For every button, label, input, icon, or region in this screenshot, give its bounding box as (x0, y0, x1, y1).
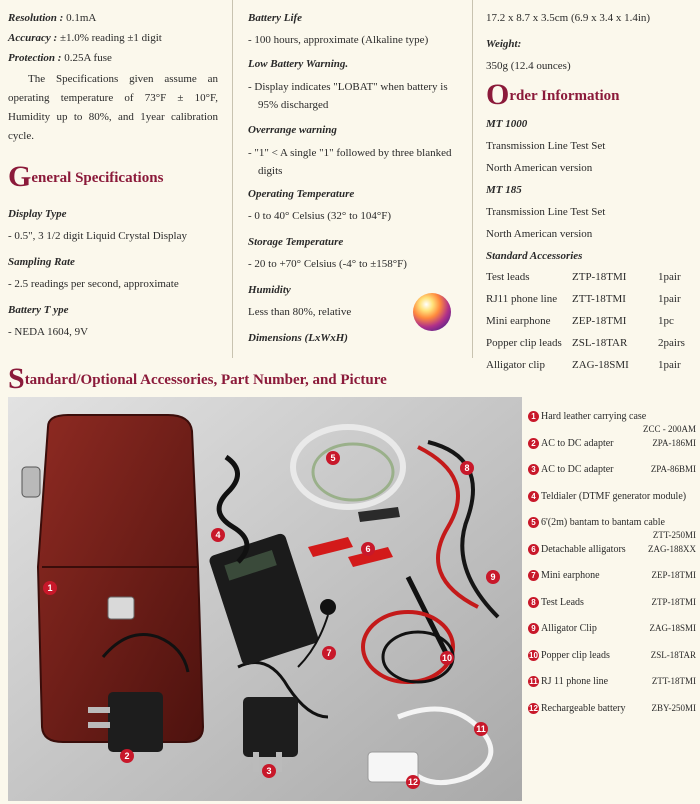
photo-badge-2: 2 (120, 749, 134, 763)
accessory-part: ZTT-18TMI (572, 293, 626, 305)
accessory-part: ZSL-18TAR (572, 337, 628, 349)
legend-number-badge: 5 (528, 517, 539, 528)
heading-initial: O (486, 78, 510, 111)
legend-part-number: ZTT-18TMI (651, 676, 696, 686)
accessory-qty: 1pair (658, 293, 681, 305)
photo-badge-7: 7 (322, 646, 336, 660)
legend-number-badge: 4 (528, 491, 539, 502)
accessory-qty: 1pair (658, 359, 681, 371)
battery-life-label: Battery Life (248, 12, 303, 24)
legend-part-number: ZBY-250MI (651, 702, 696, 713)
accessory-row (486, 266, 685, 288)
legend-number-badge: 2 (528, 438, 539, 449)
humidity-value: Less than 80%, relative (248, 306, 352, 318)
sampling-rate-label: Sampling Rate (8, 256, 75, 268)
legend-item-text: AC to DC adapter (541, 464, 614, 475)
accessories-illustration (8, 397, 522, 801)
heading-text: rder Information (509, 88, 620, 104)
dimensions-label: Dimensions (LxWxH) (248, 332, 348, 344)
accessory-name: Mini earphone (486, 315, 551, 327)
spec-note: The Specifications given assume an operating temperature of 73°F ± 10°F, Humidity up to 80%, and 1year calibration cycle. (8, 73, 218, 142)
decorative-orb-icon (413, 293, 451, 331)
accuracy-value: ±1.0% reading ±1 digit (59, 32, 162, 44)
photo-badge-11: 11 (474, 722, 488, 736)
overrange-label: Overrange warning (248, 124, 337, 136)
legend-number-badge: 8 (528, 597, 539, 608)
accessories-banner-heading (8, 364, 698, 395)
mt185-label: MT 185 (486, 184, 522, 196)
legend-number-badge: 11 (529, 677, 538, 687)
weight-label: Weight: (486, 38, 522, 50)
battery-type-label: Battery T ype (8, 304, 69, 316)
photo-badge-3: 3 (262, 764, 276, 778)
legend-item (528, 649, 696, 676)
battery-type-value: - NEDA 1604, 9V (8, 326, 89, 338)
column-order-info (486, 0, 696, 376)
standard-accessories-label: Standard Accessories (486, 250, 583, 262)
accuracy-row (8, 30, 218, 46)
legend-item-text: Detachable alligators (541, 543, 626, 555)
humidity-label: Humidity (248, 284, 291, 296)
legend-item (528, 490, 696, 517)
general-specifications-heading (8, 162, 218, 192)
legend-part-number: ZSL-18TAR (650, 649, 696, 660)
legend-item (528, 516, 696, 543)
display-type-label: Display Type (8, 208, 67, 220)
mt1000-version: North American version (486, 162, 593, 174)
mt185-description: Transmission Line Test Set (486, 206, 606, 218)
legend-item-text: RJ 11 phone line (541, 676, 609, 687)
column-specs-1 (8, 0, 218, 340)
legend-number-badge: 7 (528, 570, 539, 581)
accessory-part: ZEP-18TMI (572, 315, 627, 327)
heading-initial: S (8, 362, 25, 395)
display-type-value: - 0.5", 3 1/2 digit Liquid Crystal Display (8, 230, 187, 242)
protection-row (8, 50, 218, 66)
legend-item (528, 675, 696, 702)
photo-badge-10: 10 (441, 653, 452, 663)
legend-item-text: Teldialer (DTMF generator module) (541, 490, 687, 502)
legend-part-number: ZTT-250MI (652, 530, 696, 540)
legend-item-text: AC to DC adapter (541, 437, 614, 449)
photo-badge-6: 6 (361, 542, 375, 556)
legend-item-text: Rechargeable battery (541, 702, 626, 714)
accessory-qty: 1pc (658, 315, 674, 327)
photo-badge-4: 4 (211, 528, 225, 542)
accessory-row (486, 288, 685, 310)
column-divider (472, 0, 473, 358)
legend-item-text: 6'(2m) bantam to bantam cable (541, 517, 665, 528)
legend-item (528, 437, 696, 464)
legend-item-text: Hard leather carrying case (541, 411, 647, 422)
resolution-value: 0.1mA (66, 12, 97, 24)
legend-part-number: ZTP-18TMI (651, 596, 696, 607)
protection-value: 0.25A fuse (64, 52, 112, 64)
legend-item (528, 596, 696, 623)
legend-item-text: Alligator Clip (541, 623, 597, 634)
legend-number-badge: 3 (528, 464, 539, 475)
heading-text: tandard/Optional Accessories, Part Number, and Picture (24, 372, 387, 388)
low-battery-value: - Display indicates "LOBAT" when battery is 95% discharged (248, 81, 448, 111)
legend-part-number: ZEP-18TMI (651, 570, 696, 580)
legend-item (528, 463, 696, 490)
legend-item (528, 543, 696, 570)
overrange-value: - "1" < A single "1" followed by three blanked digits (248, 147, 452, 177)
photo-badge-9: 9 (486, 570, 500, 584)
resolution-row (8, 10, 218, 26)
resolution-label: Resolution : (8, 12, 64, 24)
heading-initial: G (8, 160, 32, 193)
legend-item-text: Mini earphone (541, 570, 600, 581)
mt1000-description: Transmission Line Test Set (486, 140, 606, 152)
legend-number-badge: 12 (529, 703, 538, 713)
protection-label: Protection : (8, 52, 62, 64)
legend-number-badge: 9 (528, 623, 539, 634)
legend-number-badge: 1 (528, 411, 539, 422)
accessories-legend (528, 410, 696, 728)
operating-temperature-label: Operating Temperature (248, 188, 355, 200)
column-divider (232, 0, 233, 358)
legend-item (528, 569, 696, 596)
photo-badge-8: 8 (460, 461, 474, 475)
standard-accessories-table (486, 266, 685, 376)
legend-item-text: Popper clip leads (541, 649, 610, 661)
accessory-name: Test leads (486, 271, 530, 283)
order-information-heading (486, 80, 696, 110)
photo-badge-5: 5 (326, 451, 340, 465)
accessory-name: Alligator clip (486, 359, 545, 371)
battery-life-value: - 100 hours, approximate (Alkaline type) (248, 34, 429, 46)
storage-temperature-value: - 20 to +70° Celsius (-4° to ±158°F) (248, 258, 407, 270)
legend-part-number: ZPA-86BMI (650, 464, 696, 474)
legend-number-badge: 6 (528, 544, 539, 555)
legend-item (528, 410, 696, 437)
legend-part-number: ZAG-18SMI (649, 623, 696, 633)
accessory-row (486, 310, 685, 332)
weight-value: 350g (12.4 ounces) (486, 60, 571, 72)
accessory-name: Popper clip leads (486, 337, 562, 349)
legend-item-text: Test Leads (541, 596, 584, 608)
accessory-part: ZTP-18TMI (572, 271, 627, 283)
accessories-photo (8, 397, 522, 801)
legend-part-number: ZCC - 200AM (642, 424, 696, 434)
sampling-rate-value: - 2.5 readings per second, approximate (8, 278, 179, 290)
accessory-row (486, 332, 685, 354)
mt185-version: North American version (486, 228, 593, 240)
mt1000-label: MT 1000 (486, 118, 528, 130)
accessory-qty: 2pairs (658, 337, 685, 349)
legend-number-badge: 10 (529, 650, 538, 660)
mini-earphone (320, 599, 336, 615)
legend-item (528, 622, 696, 649)
operating-temperature-value: - 0 to 40° Celsius (32° to 104°F) (248, 210, 392, 222)
accessory-name: RJ11 phone line (486, 293, 558, 305)
photo-badge-12: 12 (407, 777, 418, 787)
accessory-part: ZAG-18SMI (572, 359, 629, 371)
accuracy-label: Accuracy : (8, 32, 58, 44)
heading-text: eneral Specifications (31, 170, 164, 186)
legend-item (528, 702, 696, 729)
accessory-qty: 1pair (658, 271, 681, 283)
dimensions-value: 17.2 x 8.7 x 3.5cm (6.9 x 3.4 x 1.4in) (486, 12, 651, 24)
legend-part-number: ZAG-188XX (648, 543, 696, 554)
low-battery-label: Low Battery Warning. (248, 58, 349, 70)
photo-badge-1: 1 (43, 581, 57, 595)
legend-part-number: ZPA-186MI (652, 437, 696, 448)
storage-temperature-label: Storage Temperature (248, 236, 344, 248)
